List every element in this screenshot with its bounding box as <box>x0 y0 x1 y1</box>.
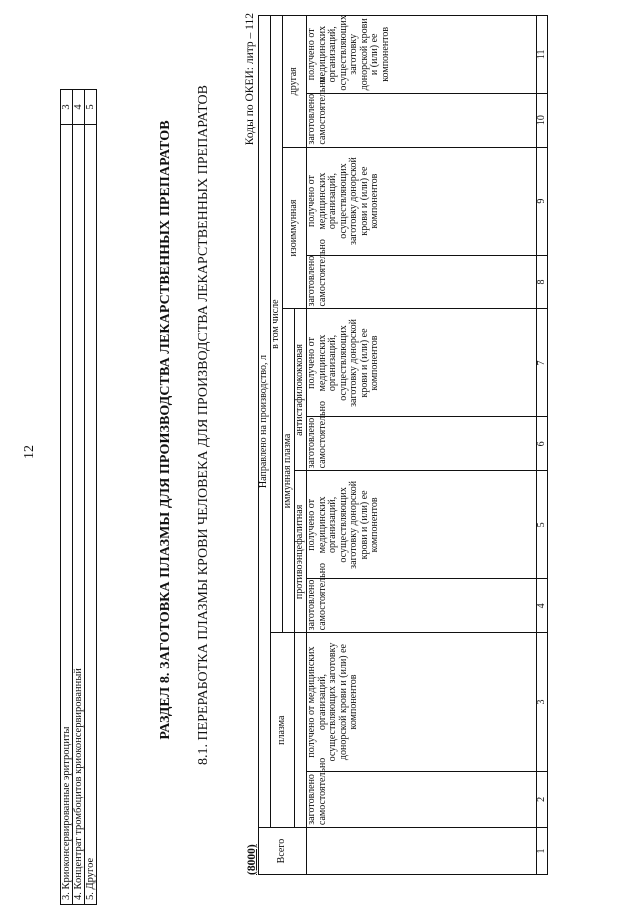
antistaph-received-header: получено от медицинских организаций, осуществляющих заготовку донорской крови и (или) ее компонентов <box>307 309 537 417</box>
column-number: 6 <box>537 417 548 471</box>
header-row-5 <box>307 16 537 875</box>
plasma-header: плазма <box>271 633 295 828</box>
row-label: 3. Криоконсервированные эритроциты <box>61 125 73 905</box>
column-number: 8 <box>537 255 548 309</box>
directed-header: Направлено на производство, л <box>259 16 271 828</box>
column-number: 11 <box>537 16 548 94</box>
row-code: 5 <box>85 90 97 125</box>
isoimmune-received-header: получено от медицинских организаций, осуществляющих заготовку донорской крови и (или) ее компонентов <box>307 147 537 255</box>
plasma-self-header: заготовлено самостоятельно <box>307 771 537 827</box>
isoimmune-header: изоиммунная <box>283 147 307 309</box>
header-row-2 <box>271 16 283 875</box>
plasma-processing-table <box>258 15 548 875</box>
total-header: Всего <box>259 828 307 875</box>
column-number: 5 <box>537 471 548 579</box>
subsection-title: 8.1. ПЕРЕРАБОТКА ПЛАЗМЫ КРОВИ ЧЕЛОВЕКА ДЛЯ ПРОИЗВОДСТВА ЛЕКАРСТВЕННЫХ ПРЕПАРАТОВ <box>196 84 211 766</box>
column-number: 1 <box>537 828 548 875</box>
total-spacer <box>307 828 537 875</box>
form-code: (8000) <box>246 844 258 875</box>
table-row <box>61 90 73 905</box>
column-number: 7 <box>537 309 548 417</box>
row-code: 4 <box>73 90 85 125</box>
table-row <box>85 90 97 905</box>
column-number: 3 <box>537 633 548 771</box>
including-header: в том числе <box>271 16 283 633</box>
okei-codes: Коды по ОКЕИ: литр – 112 <box>244 13 256 146</box>
antistaph-self-header: заготовлено самостоятельно <box>307 417 537 471</box>
isoimmune-self-header: заготовлено самостоятельно <box>307 255 537 309</box>
plasma-received-header: получено от медицинских организаций, осуществляющих заготовку донорской крови и (или) ее компонентов <box>307 633 537 771</box>
immune-plasma-header: иммунная плазма <box>283 309 295 633</box>
column-number: 9 <box>537 147 548 255</box>
column-number: 2 <box>537 771 548 827</box>
antirabies-header: противоэнцефалитная <box>295 471 307 633</box>
column-numbers-row <box>537 16 548 875</box>
table-row <box>73 90 85 905</box>
page-number: 12 <box>22 445 37 459</box>
row-label: 5. Другое <box>85 125 97 905</box>
section-title: РАЗДЕЛ 8. ЗАГОТОВКА ПЛАЗМЫ ДЛЯ ПРОИЗВОДСТВА ЛЕКАРСТВЕННЫХ ПРЕПАРАТОВ <box>158 120 173 740</box>
column-number: 4 <box>537 579 548 633</box>
plasma-sub-spacer <box>295 633 307 828</box>
row-code: 3 <box>61 90 73 125</box>
row-label: 4. Концентрат тромбоцитов криоконсервированный <box>73 125 85 905</box>
antistaph-header: антистафилококковая <box>295 309 307 471</box>
other-received-header: получено от медицинских организаций, осуществляющих заготовку донорской крови и (или) ее компонентов <box>307 16 537 94</box>
other-header: другая <box>283 16 307 148</box>
antirabies-self-header: заготовлено самостоятельно <box>307 579 537 633</box>
antirabies-received-header: получено от медицинских организаций, осуществляющих заготовку донорской крови и (или) ее компонентов <box>307 471 537 579</box>
other-self-header: заготовлено самостоятельно <box>307 93 537 147</box>
blood-components-table <box>60 89 97 905</box>
column-number: 10 <box>537 93 548 147</box>
header-row-1 <box>259 16 271 875</box>
